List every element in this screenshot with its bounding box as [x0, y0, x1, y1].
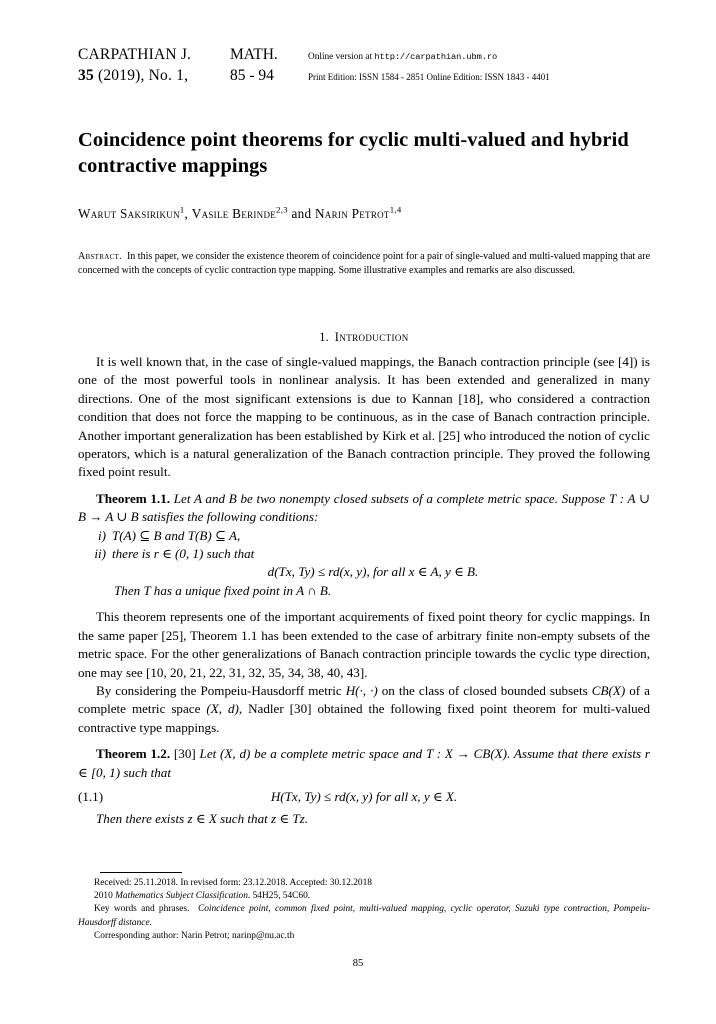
paragraph-3 — [78, 682, 650, 737]
theorem-1-2-citation: [30] — [173, 746, 196, 762]
author-list — [78, 206, 650, 222]
theorem-1-1-statement-line-1: Let A and B be two nonempty closed subsets of a complete metric space. Suppose — [173, 490, 606, 506]
paragraph-3-part-1: By considering the Pompeiu-Hausdorff metric — [96, 682, 346, 698]
article-body — [78, 353, 650, 829]
author-separator-1: , — [184, 206, 192, 221]
page-title: Coincidence point theorems for cyclic multi-valued and hybrid contractive mappings — [78, 129, 629, 177]
abstract-text: In this paper, we consider the existence theorem of coincidence point for a pair of single-valued and multi-valued mapping that are concerned with the concepts of cyclic contraction type mapping. Some illustrative examples and remarks are also discussed. — [78, 251, 651, 276]
paragraph-3-math-3: (X, d) — [206, 701, 239, 717]
journal-header-row-1 — [78, 46, 650, 67]
theorem-1-2-statement-line-1: Let (X, d) be a complete metric space and T : X → CB(X). Assume that — [199, 746, 579, 762]
theorem-1-2-heading: Theorem 1.2. — [96, 746, 171, 762]
condition-i-label: i) — [98, 527, 106, 543]
msc-label: Mathematics Subject Classification — [115, 891, 248, 902]
spacer-3 — [78, 737, 650, 745]
condition-ii-text: there is r ∈ (0, 1) such that — [112, 546, 255, 562]
msc-year: 2010 — [94, 891, 116, 902]
author-2-name: Vasile Berinde — [191, 206, 277, 221]
abstract-block — [78, 250, 650, 277]
theorem-1-1-condition-ii — [78, 545, 650, 563]
author-3-affiliation: 1,4 — [389, 204, 402, 215]
theorem-1-2-conclusion: Then there exists z ∈ X such that z ∈ Tz. — [96, 811, 309, 827]
keywords-label: Key words and phrases. — [94, 904, 190, 915]
journal-issn-line: Print Edition: ISSN 1584 - 2851 Online Edition: ISSN 1843 - 4401 — [308, 72, 550, 82]
author-3-name: Narin Petrot — [314, 206, 390, 221]
msc-codes: . 54H25, 54C60. — [247, 891, 311, 902]
spacer-2 — [78, 600, 650, 608]
journal-subject: MATH. — [230, 46, 278, 63]
author-conjunction: and — [287, 206, 315, 221]
author-1-name: Warut Saksirikun — [78, 206, 180, 221]
paragraph-3-math-1: H(·, ·) — [345, 682, 378, 698]
journal-pages: 85 - 94 — [230, 67, 274, 84]
online-version-label: Online version at — [308, 52, 375, 62]
theorem-1-2-statement-line-2: there exists r ∈ [0, 1) such that — [78, 746, 651, 780]
theorem-1-1-conditions — [78, 527, 650, 564]
footnote-corresponding-author: Corresponding author: Narin Petrot; narinp@nu.ac.th — [94, 930, 295, 941]
author-2-affiliation: 2,3 — [276, 204, 288, 215]
paragraph-2: This theorem represents one of the important acquirements of fixed point theory for cyclic mappings. In the same paper [25], Theorem 1.1 has been extended to the case of arbitrary finite non-empty subsets of the metric space. For the other generalizations of Banach contraction principle towards the cyclic type direction, one may see [10, 20, 21, 22, 31, 32, 35, 34, 38, 40, 43]. — [78, 609, 650, 680]
equation-1-1-body: H(Tx, Ty) ≤ rd(x, y) for all x, y ∈ X. — [270, 788, 458, 804]
paragraph-3-part-3: of a complete metric space — [78, 682, 650, 717]
section-number: 1. — [319, 330, 329, 344]
online-version-line — [308, 52, 497, 62]
journal-volume-issue — [78, 67, 230, 85]
footnote-separator — [100, 872, 182, 873]
footnote-keywords — [78, 903, 650, 929]
journal-url[interactable]: http://carpathian.ubm.ro — [374, 52, 498, 62]
abstract-label: Abstract. — [78, 251, 122, 262]
theorem-1-1 — [78, 490, 650, 527]
condition-ii-label: ii) — [94, 546, 106, 562]
keywords-text: Coincidence point, common fixed point, multi-valued mapping, cyclic operator, Suzuki type contraction, Pompeiu-Hausdorff distance. — [78, 904, 650, 928]
journal-volume: 35 — [78, 67, 94, 84]
paragraph-3-part-2: on the class of closed bounded subsets — [377, 682, 592, 698]
paragraph-1: It is well known that, in the case of single-valued mappings, the Banach contraction principle (see [4]) is one of the most powerful tools in nonlinear analysis. It has been extended and generalized in many directions. One of the most significant extensions is due to Kannan [18], who considered a contraction condition that does not force the mapping to be continuous, as in the case of Banach contraction principle. Another important generalization has been established by Kirk et al. [25] who introduced the notion of cyclic operators, which is a natural generalization of the Banach contraction principle. They proved the following fixed point result. — [78, 354, 650, 480]
footnote-block — [78, 877, 650, 943]
paragraph-3-math-2: CB(X) — [591, 682, 626, 698]
journal-issue: (2019), No. 1, — [97, 67, 189, 84]
equation-1-1-row — [78, 788, 650, 806]
theorem-1-2 — [78, 745, 650, 782]
theorem-1-1-statement-line-2: T : A ∪ B → A ∪ B satisfies the following conditions: — [78, 490, 650, 525]
journal-header — [78, 46, 650, 88]
theorem-1-1-condition-i — [78, 527, 650, 545]
paragraph-3-part-4: , Nadler [30] obtained the following fixed point theorem for multi-valued contractive type mappings. — [78, 701, 650, 735]
section-title: Introduction — [334, 330, 409, 344]
journal-header-row-2 — [78, 67, 650, 88]
page-number: 85 — [352, 958, 364, 969]
equation-1-1-number: (1.1) — [78, 788, 104, 804]
journal-name: CARPATHIAN J. — [78, 46, 192, 63]
theorem-1-1-display-equation: d(Tx, Ty) ≤ rd(x, y), for all x ∈ A, y ∈ B. — [267, 564, 479, 580]
section-heading — [78, 330, 650, 345]
author-1-affiliation: 1 — [179, 204, 185, 215]
footnote-dates: Received: 25.11.2018. In revised form: 23.12.2018. Accepted: 30.12.2018 — [94, 878, 372, 888]
spacer — [78, 482, 650, 490]
theorem-1-1-conclusion: Then T has a unique fixed point in A ∩ B. — [114, 582, 332, 598]
footnote-msc — [78, 890, 650, 903]
theorem-1-1-heading: Theorem 1.1. — [96, 490, 171, 506]
condition-i-text: T(A) ⊆ B and T(B) ⊆ A, — [112, 527, 241, 543]
